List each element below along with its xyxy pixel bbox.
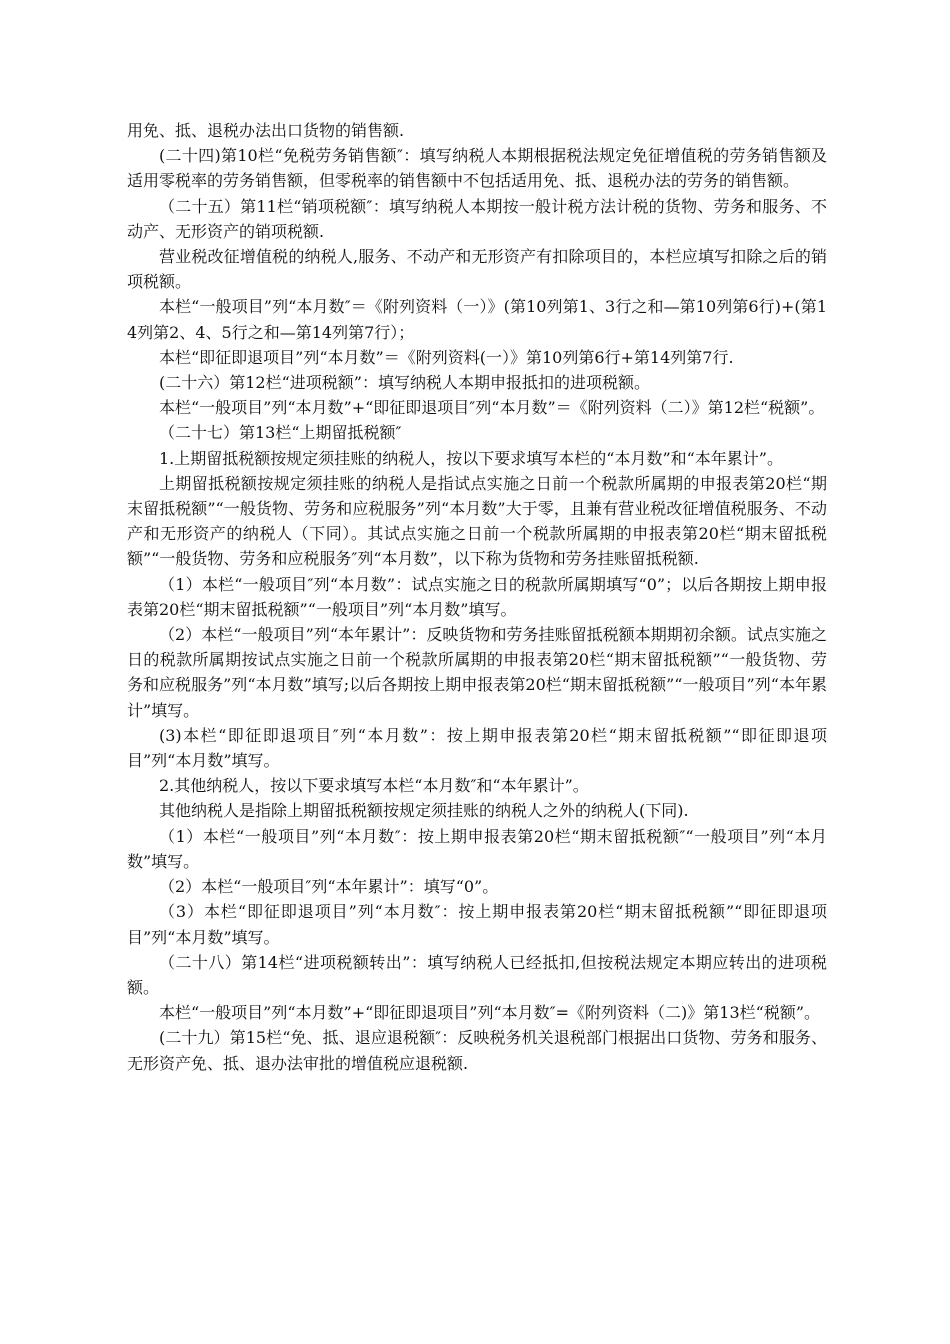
document-body: [127, 118, 827, 1076]
paragraph-9: （二十七）第13栏“上期留抵税额″: [159, 423, 402, 443]
paragraph-6: 本栏“即征即退项目”列“本月数”＝《附列资料(一）》第10列第6行+第14列第7行.: [159, 347, 734, 367]
paragraph-12: （1）本栏“一般项目″列“本月数”：试点实施之日的税款所属期填写“0”；以后各期按上期申报表第20栏“期末留抵税额”“一般项目”列“本月数”填写。: [127, 574, 827, 619]
paragraph-20: （二十八）第14栏“进项税额转出”：填写纳税人已经抵扣,但按税法规定本期应转出的进项税额。: [127, 952, 827, 997]
paragraph-16: 其他纳税人是指除上期留抵税额按规定须挂账的纳税人之外的纳税人(下同).: [159, 801, 689, 821]
paragraph-18: （2）本栏“一般项目″列“本年累计”：填写“0”。: [159, 877, 499, 897]
paragraph-11: 上期留抵税额按规定须挂账的纳税人是指试点实施之日前一个税款所属期的申报表第20栏“期末留抵税额”“一般货物、劳务和应税服务”列“本月数”大于零，且兼有营业税改征增值税服务、不动产和无形资产的纳税人（下同）。其试点实施之日前一个税款所属期的申报表第20栏“期末留抵税额”“一般货物、劳务和应税服务″列“本月数”，以下称为货物和劳务挂账留抵税额.: [127, 473, 827, 569]
paragraph-19: （3）本栏“即征即退项目”列“本月数″：按上期申报表第20栏“期末留抵税额”“即征即退项目”列“本月数”填写。: [127, 902, 827, 947]
paragraph-4: 营业税改征增值税的纳税人,服务、不动产和无形资产有扣除项目的，本栏应填写扣除之后的销项税额。: [127, 247, 827, 292]
paragraph-22: (二十九）第15栏“免、抵、退应退税额″：反映税务机关退税部门根据出口货物、劳务和服务、无形资产免、抵、退办法审批的增值税应退税额.: [127, 1028, 827, 1073]
paragraph-17: （1）本栏“一般项目”列“本月数″：按上期申报表第20栏“期末留抵税额″“一般项目”列“本月数”填写。: [127, 826, 827, 871]
paragraph-2: (二十四)第10栏“免税劳务销售额″：填写纳税人本期根据税法规定免征增值税的劳务销售额及适用零税率的劳务销售额，但零税率的销售额中不包括适用免、抵、退税办法的劳务的销售额。: [127, 146, 827, 191]
paragraph-10: 1.上期留抵税额按规定须挂账的纳税人，按以下要求填写本栏的“本月数”和“本年累计”。: [159, 448, 783, 468]
paragraph-21: 本栏“一般项目”列“本月数”+“即征即退项目”列“本月数″=《附列资料（二)》第13栏“税额”。: [159, 1003, 821, 1023]
paragraph-8: 本栏“一般项目”列“本月数”+“即征即退项目″列“本月数”＝《附列资料（二）》第12栏“税额”。: [159, 398, 825, 418]
paragraph-3: （二十五）第11栏“销项税额″：填写纳税人本期按一般计税方法计税的货物、劳务和服务、不动产、无形资产的销项税额.: [127, 196, 827, 241]
paragraph-7: (二十六）第12栏“进项税额”：填写纳税人本期申报抵扣的进项税额。: [159, 373, 650, 393]
paragraph-13: （2）本栏“一般项目”列“本年累计”：反映货物和劳务挂账留抵税额本期期初余额。试点实施之日的税款所属期按试点实施之日前一个税款所属期的申报表第20栏“期末留抵税额”“一般货物、劳务和应税服务”列“本月数”填写;以后各期按上期申报表第20栏“期末留抵税额”“一般项目”列“本年累计”填写。: [127, 625, 827, 720]
paragraph-15: 2.其他纳税人，按以下要求填写本栏“本月数″和“本年累计”。: [159, 776, 589, 796]
paragraph-14: (3)本栏“即征即退项目″列“本月数”：按上期申报表第20栏“期末留抵税额”“即征即退项目”列“本月数”填写。: [127, 725, 827, 771]
paragraph-5: 本栏“一般项目”列“本月数″＝《附列资料（一）》(第10列第1、3行之和—第10列第6行)+(第14列第2、4、5行之和—第14列第7行）；: [127, 297, 827, 342]
paragraph-1: 用免、抵、退税办法出口货物的销售额.: [127, 121, 405, 140]
